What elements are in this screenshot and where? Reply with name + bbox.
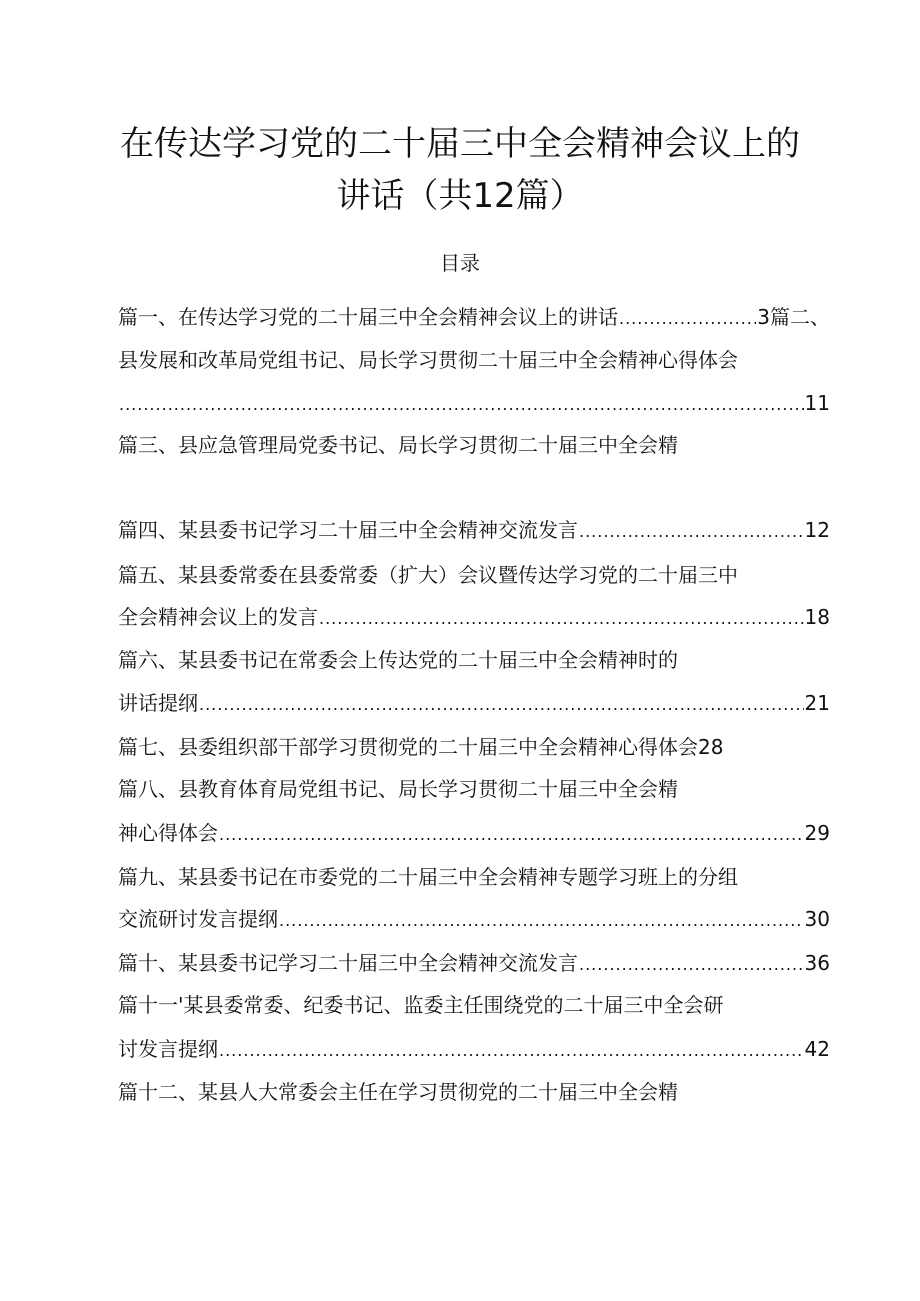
toc-page-number: 42	[804, 1037, 830, 1061]
toc-entry	[118, 688, 830, 720]
toc-entry	[118, 430, 830, 460]
toc-page-number: 3篇二、	[757, 305, 830, 329]
toc-entry-title: 篇九、某县委书记在市委党的二十届三中全会精神专题学习班上的分组	[118, 865, 738, 889]
toc-page-number: 29	[804, 821, 830, 845]
toc-entry-title: 篇八、县教育体育局党组书记、局长学习贯彻二十届三中全会精	[118, 777, 678, 801]
toc-entry	[118, 862, 830, 892]
toc-entry	[118, 302, 830, 334]
toc-page-number: 21	[804, 691, 830, 715]
toc-heading: 目录	[440, 251, 480, 275]
toc-leader-dots	[579, 950, 804, 980]
toc-entry-title: 篇六、某县委书记在常委会上传达党的二十届三中全会精神时的	[118, 648, 678, 672]
toc-leader-dots	[219, 1036, 804, 1066]
toc-page-number: 11	[804, 391, 830, 415]
toc-entry-title: 篇一、在传达学习党的二十届三中全会精神会议上的讲话	[118, 305, 618, 329]
toc-entry	[118, 774, 830, 804]
toc-page-number: 12	[804, 518, 830, 542]
title-line-1: 在传达学习党的二十届三中全会精神会议上的	[120, 124, 800, 164]
title-line-2: 讲话（共12篇）	[336, 176, 584, 216]
toc-leader-dots	[319, 604, 804, 634]
toc-entry-title: 篇十二、某县人大常委会主任在学习贯彻党的二十届三中全会精	[118, 1080, 678, 1104]
toc-entry	[118, 388, 830, 420]
toc-entry	[118, 904, 830, 936]
toc-entry-title: 讲话提纲	[118, 691, 198, 715]
toc-entry-title: 篇三、县应急管理局党委书记、局长学习贯彻二十届三中全会精	[118, 433, 678, 457]
toc-entry	[118, 560, 830, 590]
toc-leader-dots	[199, 690, 804, 720]
toc-entry-title: 全会精神会议上的发言	[118, 605, 318, 629]
toc-leader-dots	[119, 390, 804, 420]
toc-page-number: 30	[804, 907, 830, 931]
toc-leader-dots	[619, 304, 756, 334]
toc-page-number: 18	[804, 605, 830, 629]
toc-entry	[118, 948, 830, 980]
toc-entry	[118, 732, 830, 762]
toc-entry	[118, 345, 830, 375]
toc-entry	[118, 990, 830, 1020]
toc-entry-title: 县发展和改革局党组书记、局长学习贯彻二十届三中全会精神心得体会	[118, 348, 738, 372]
toc-entry-title: 篇十、某县委书记学习二十届三中全会精神交流发言	[118, 951, 578, 975]
toc-leader-dots	[219, 820, 804, 850]
toc-entry	[118, 645, 830, 675]
toc-entry-title: 篇十一'某县委常委、纪委书记、监委主任围绕党的二十届三中全会研	[118, 993, 724, 1017]
toc-entry	[118, 1077, 830, 1107]
toc-entry	[118, 602, 830, 634]
toc-entry-title: 神心得体会	[118, 821, 218, 845]
toc-entry	[118, 818, 830, 850]
toc-entry-title: 篇五、某县委常委在县委常委（扩大）会议暨传达学习党的二十届三中	[118, 563, 738, 587]
toc-entry	[118, 1034, 830, 1066]
toc-leader-dots	[279, 906, 804, 936]
toc-entry-title: 交流研讨发言提纲	[118, 907, 278, 931]
toc-entry-title: 讨发言提纲	[118, 1037, 218, 1061]
toc-entry-title: 篇四、某县委书记学习二十届三中全会精神交流发言	[118, 518, 578, 542]
toc-entry	[118, 515, 830, 547]
toc-entry-title: 篇七、县委组织部干部学习贯彻党的二十届三中全会精神心得体会28	[118, 735, 724, 759]
document-title	[0, 118, 920, 222]
toc-leader-dots	[579, 517, 804, 547]
toc-page-number: 36	[804, 951, 830, 975]
